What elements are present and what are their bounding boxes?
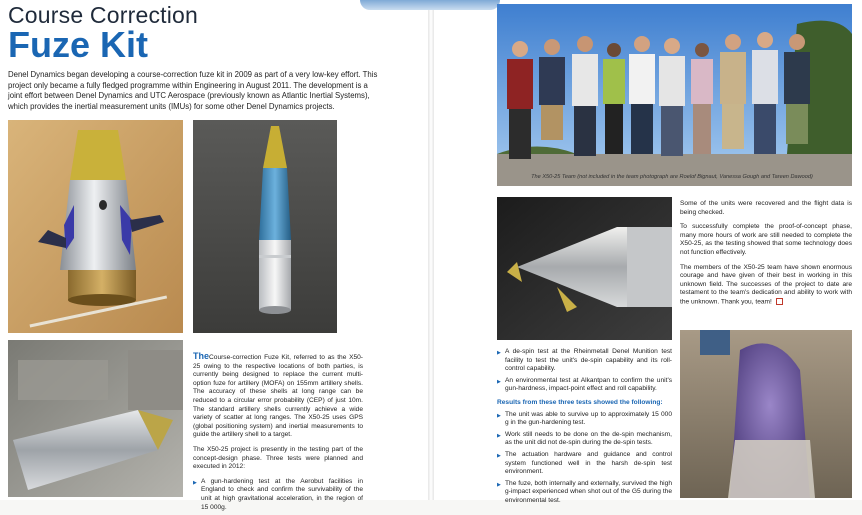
article-kicker: Course Correction — [8, 2, 199, 28]
list-item: ▶ The fuze, both internally and externally, survived the high g-impact experienced when shot out of the G5 during the environmental test. — [497, 479, 672, 504]
left-body-column — [193, 352, 363, 515]
list-item: ▶ An environmental test at Alkantpan to confirm the unit's gun-hardness, impact-point effect and roll capability. — [497, 376, 672, 393]
article-intro: Denel Dynamics began developing a course-correction fuze kit in 2009 as part of a very low-key effort. This project only became a fully fledged programme within Engineering in August 2011. The development is a joint effort between Denel Dynamics and UTC Aerospace (previously known as Atlantic Inertial Systems), which provides the inertial measurement units (IMUs) for some other Denel Dynamics projects. — [8, 70, 378, 111]
bullet-icon: ▶ — [193, 479, 197, 486]
artillery-shell-photo — [193, 120, 337, 333]
bullet-icon: ▶ — [497, 432, 501, 439]
article-title: Fuze Kit — [8, 24, 148, 65]
fuze-kit-photo — [8, 120, 183, 333]
list-item: ▶ A de-spin test at the Rheinmetall Denel Munition test facility to test the unit's de-spin capability and its roll-control capability. — [497, 348, 672, 373]
bullet-icon: ▶ — [497, 481, 501, 488]
list-item: ▶ Work still needs to be done on the de-spin mechanism, as the unit did not de-spin during the de-spin tests. — [497, 430, 672, 447]
paragraph: Some of the units were recovered and the flight data is being checked. — [680, 200, 852, 216]
bullet-icon: ▶ — [497, 350, 501, 356]
team-photo-caption: The X50-25 Team (not included in the team photograph are Roelof Bignaut, Vanessa Gough and Tareen Dawood) — [531, 174, 813, 180]
end-of-article-mark — [776, 298, 783, 305]
paragraph: The members of the X50-25 team have shown enormous courage and have given of their best in working in this unknown field. The successes of the project to date are testament to the team's dedication and ability to work with the unknown. Thank you, team! — [680, 263, 852, 306]
middle-body-column — [497, 348, 672, 509]
bullet-icon: ▶ — [497, 412, 501, 419]
bullet-icon: ▶ — [497, 452, 501, 459]
list-item: ▶ A gun-hardening test at the Aerobut facilities in England to check and confirm the survivability of the unit at high gravitational acceleration, in the region of 15 000g. — [193, 477, 363, 511]
shell-closeup-photo — [497, 197, 672, 340]
page-gutter — [428, 0, 434, 500]
fuze-closeup-photo — [8, 340, 183, 497]
paragraph: To successfully complete the proof-of-concept phase, many more hours of work are still needed to complete the X50-25, as the testing showed that some technology does not function effectively. — [680, 223, 852, 256]
damaged-fuze-photo — [680, 330, 852, 498]
list-item: ▶ The actuation hardware and guidance and control system functioned well in the harsh de-spin test environment. — [497, 450, 672, 476]
bullet-icon: ▶ — [497, 378, 501, 385]
page-tab-decoration — [360, 0, 500, 10]
paragraph: The X50-25 project is presently in the testing part of the concept-design phase. Three tests were planned and executed in 2012: — [193, 445, 363, 471]
right-body-column — [680, 200, 852, 313]
list-item: ▶ The unit was able to survive up to approximately 15 000 g in the gun-hardening test. — [497, 410, 672, 427]
team-photo — [497, 4, 852, 186]
dropcap-word: The — [193, 351, 210, 361]
results-heading: Results from these three tests showed the following: — [497, 398, 663, 406]
paragraph: Course-correction Fuze Kit, referred to as the X50-25 owing to the respective locations of both parties, is currently being designed to replace the current multi-option fuze for artillery (MOFA) on 155mm artillery shells. The accuracy of these shells at long range can be reduced to a circular error probability (CEP) of just 10m. The standard artillery shells currently achieve a wide variety of scatter at long ranges. The X50-25 uses GPS (global positioning system) and inertial measurements to guide the artillery shell to a target. — [193, 354, 363, 439]
